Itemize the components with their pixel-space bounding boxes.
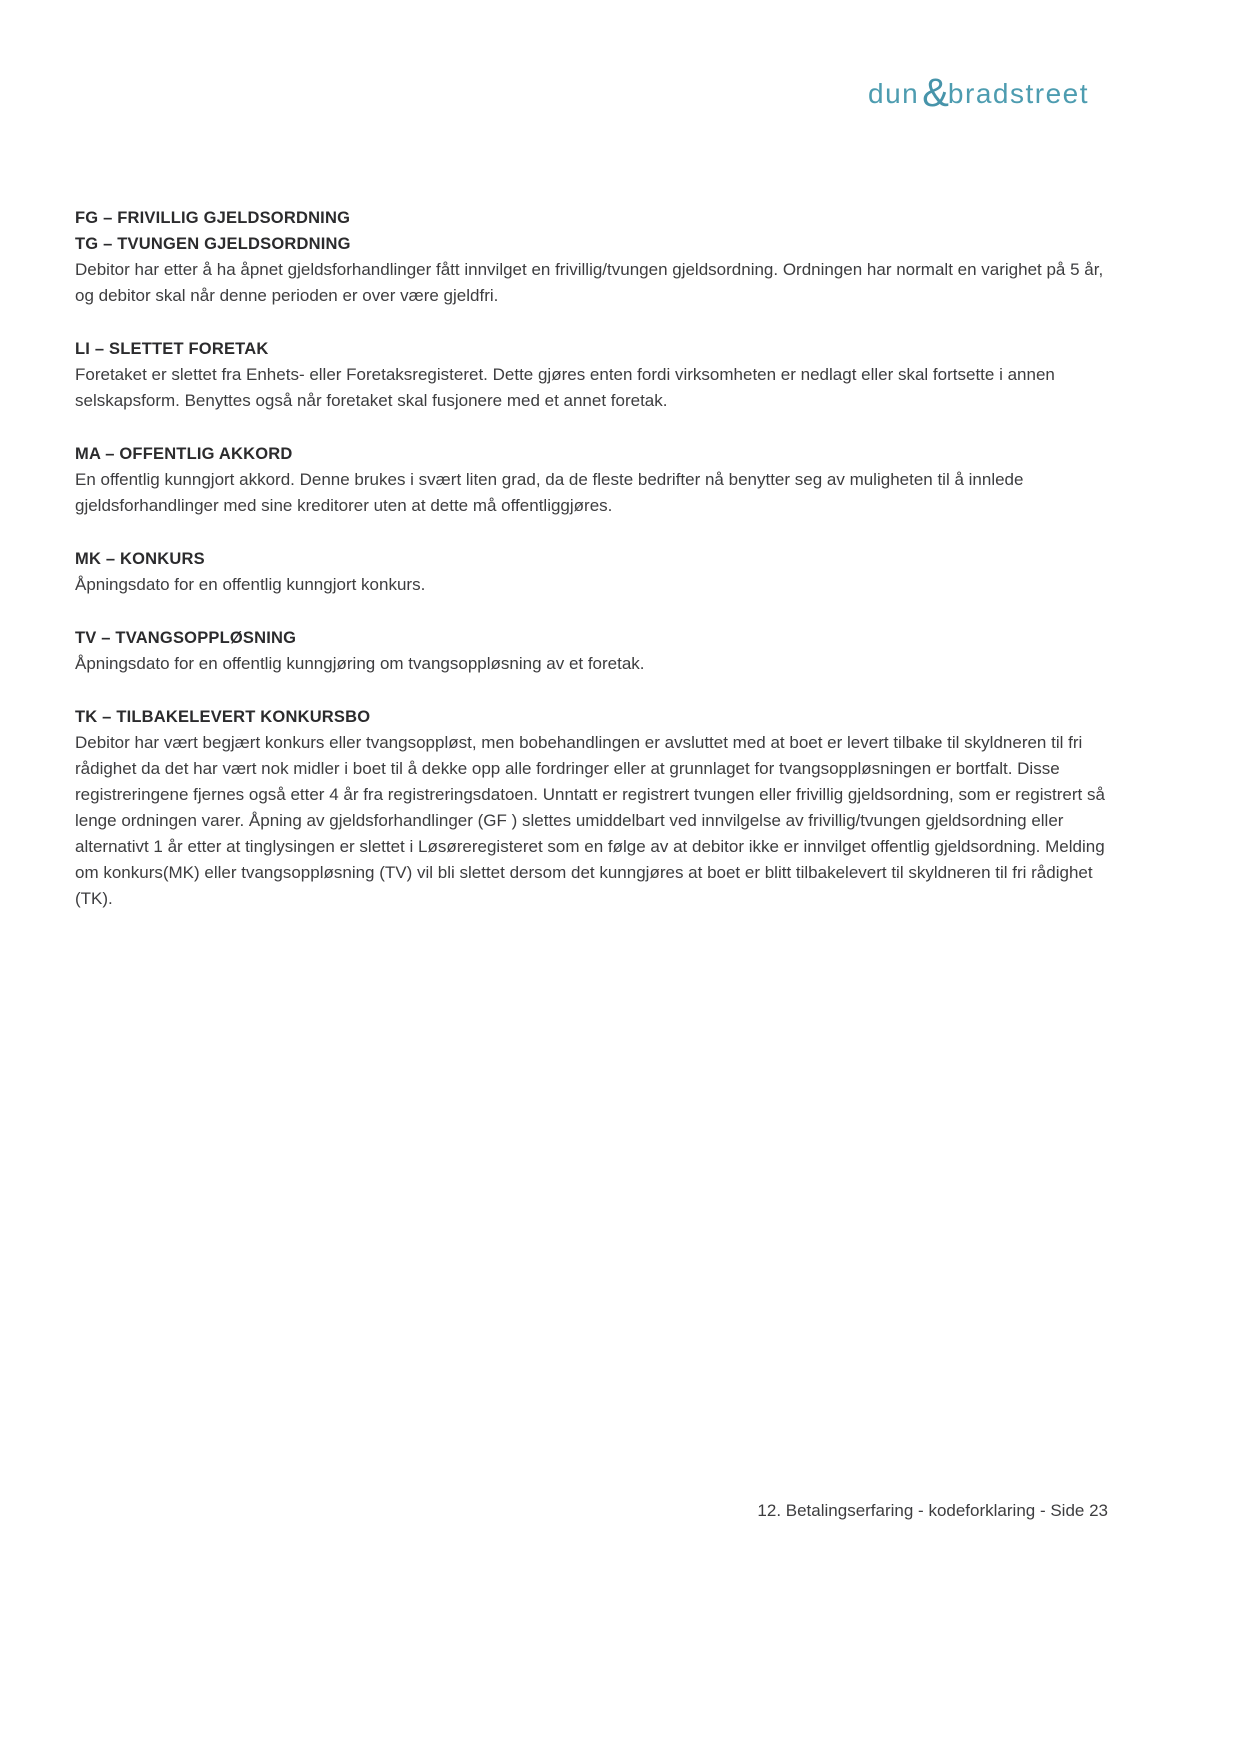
section-body-li: Foretaket er slettet fra Enhets- eller Foretaksregisteret. Dette gjøres enten fordi virksomheten er nedlagt eller skal fortsette i annen selskapsform. Benyttes også når foretaket skal fusjonere med et annet foretak.: [75, 365, 1055, 410]
section-mk: [75, 546, 1113, 598]
section-body-mk: Åpningsdato for en offentlig kunngjort konkurs.: [75, 575, 426, 594]
section-body-fg-tg: Debitor har etter å ha åpnet gjeldsforhandlinger fått innvilget en frivillig/tvungen gjeldsordning. Ordningen har normalt en varighet på 5 år, og debitor skal når denne perioden er over være gjeldfri.: [75, 260, 1104, 305]
page-footer: 12. Betalingserfaring - kodeforklaring - Side 23: [757, 1501, 1108, 1520]
section-heading-tk: TK – TILBAKELEVERT KONKURSBO: [75, 708, 371, 726]
section-heading-tv: TV – TVANGSOPPLØSNING: [75, 629, 297, 647]
page-content: [75, 205, 1113, 939]
section-li: [75, 336, 1113, 414]
section-heading-li: LI – SLETTET FORETAK: [75, 340, 269, 358]
section-tk: [75, 704, 1113, 912]
section-heading-ma: MA – OFFENTLIG AKKORD: [75, 445, 293, 463]
section-heading-tg: TG – TVUNGEN GJELDSORDNING: [75, 235, 351, 253]
section-fg-tg: [75, 205, 1113, 309]
section-body-ma: En offentlig kunngjort akkord. Denne brukes i svært liten grad, da de fleste bedrifter nå benytter seg av muligheten til å innlede gjeldsforhandlinger med sine kreditorer uten at dette må offentliggjøres.: [75, 470, 1024, 515]
logo-text-bradstreet: bradstreet: [947, 78, 1089, 109]
logo-text-dun: dun: [868, 78, 920, 109]
section-heading-mk: MK – KONKURS: [75, 550, 205, 568]
logo-ampersand-icon: &: [922, 71, 949, 115]
section-ma: [75, 441, 1113, 519]
section-body-tv: Åpningsdato for en offentlig kunngjøring om tvangsoppløsning av et foretak.: [75, 654, 645, 673]
section-heading-fg: FG – FRIVILLIG GJELDSORDNING: [75, 209, 351, 227]
section-tv: [75, 625, 1113, 677]
section-body-tk: Debitor har vært begjært konkurs eller tvangsoppløst, men bobehandlingen er avsluttet med at boet er levert tilbake til skyldneren til fri rådighet da det har vært nok midler i boet til å dekke opp alle fordringer eller at grunnlaget for tvangsoppløsningen er bortfalt. Disse registreringene fjernes også etter 4 år fra registreringsdatoen. Unntatt er registrert tvungen eller frivillig gjeldsordning, som er registrert så lenge ordningen varer. Åpning av gjeldsforhandlinger (GF ) slettes umiddelbart ved innvilgelse av frivillig/tvungen gjeldsordning eller alternativt 1 år etter at tinglysingen er slettet i Løsøreregisteret som en følge av at debitor ikke er innvilget offentlig gjeldsordning. Melding om konkurs(MK) eller tvangsoppløsning (TV) vil bli slettet dersom det kunngjøres at boet er blitt tilbakelevert til skyldneren til fri rådighet (TK).: [75, 733, 1105, 908]
dun-bradstreet-logo: [868, 70, 1089, 115]
